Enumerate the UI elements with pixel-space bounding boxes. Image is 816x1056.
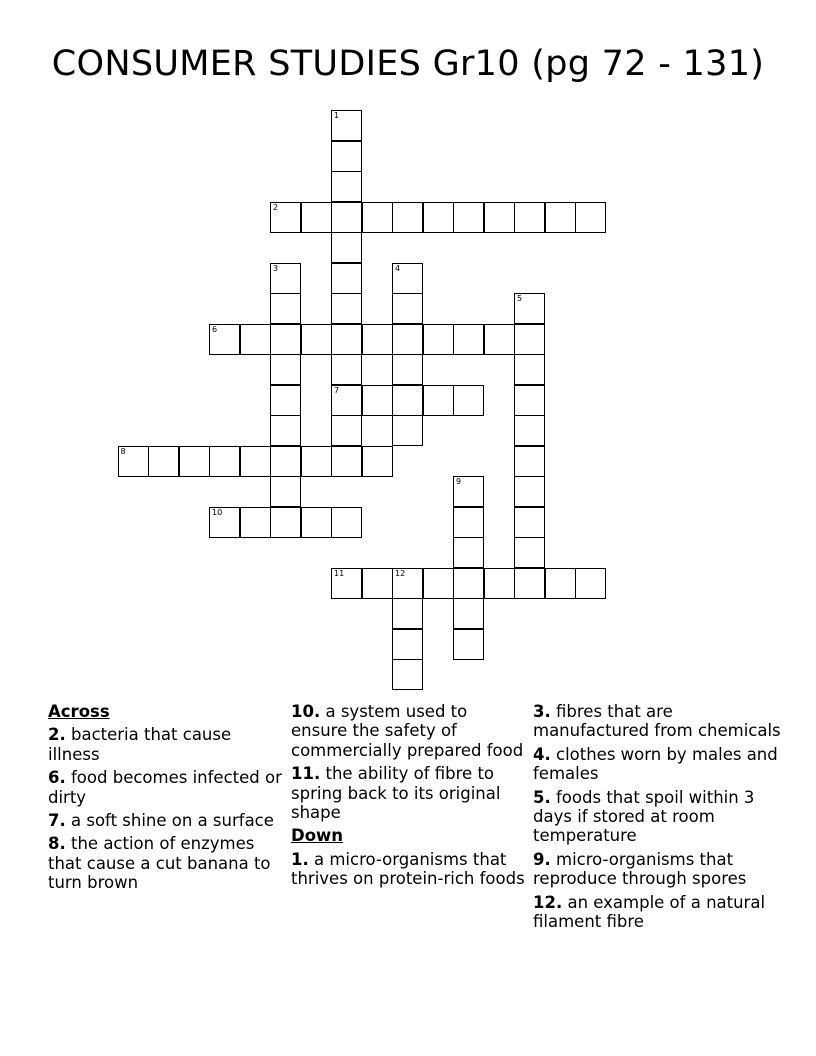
crossword-cell[interactable] — [240, 446, 271, 477]
clue-text: an example of a natural filament fibre — [533, 892, 766, 932]
crossword-cell[interactable] — [331, 232, 362, 263]
crossword-cell[interactable] — [514, 324, 545, 355]
clue-down-1 — [291, 850, 527, 889]
crossword-cell[interactable] — [514, 537, 545, 568]
crossword-cell[interactable] — [514, 385, 545, 416]
crossword-cell-7-start[interactable] — [331, 385, 362, 416]
clue-number: 3. — [533, 702, 551, 721]
clue-text: food becomes infected or dirty — [48, 768, 282, 807]
clue-number-label: 3 — [273, 263, 279, 273]
clue-across-6 — [48, 768, 284, 807]
crossword-cell[interactable] — [331, 446, 362, 477]
crossword-cell[interactable] — [514, 354, 545, 385]
clue-number-label: 6 — [212, 324, 218, 334]
clue-number-label: 7 — [334, 385, 340, 395]
crossword-cell-4-start[interactable] — [392, 263, 423, 294]
crossword-cell[interactable] — [423, 324, 454, 355]
crossword-cell-5-start[interactable] — [514, 293, 545, 324]
crossword-cell-9-start[interactable] — [453, 476, 484, 507]
crossword-cell[interactable] — [484, 324, 515, 355]
clue-text: foods that spoil within 3 days if stored at room temperature — [533, 787, 755, 846]
crossword-cell[interactable] — [301, 202, 332, 233]
clues-column-3 — [533, 702, 783, 935]
crossword-cell[interactable] — [423, 568, 454, 599]
crossword-cell[interactable] — [270, 446, 301, 477]
clues-column-1 — [48, 702, 284, 897]
crossword-cell[interactable] — [362, 202, 393, 233]
clue-number-label: 12 — [395, 568, 406, 578]
crossword-cell[interactable] — [423, 202, 454, 233]
clue-number: 2. — [48, 725, 66, 745]
clue-across-8 — [48, 834, 284, 892]
crossword-cell[interactable] — [179, 446, 210, 477]
crossword-cell[interactable] — [545, 568, 576, 599]
crossword-cell-12-start[interactable] — [392, 568, 423, 599]
crossword-cell[interactable] — [148, 446, 179, 477]
crossword-cell[interactable] — [301, 324, 332, 355]
clue-down-4 — [533, 745, 783, 784]
crossword-cell[interactable] — [301, 507, 332, 538]
clue-number: 6. — [48, 768, 66, 788]
crossword-cell[interactable] — [331, 415, 362, 446]
crossword-cell-11-start[interactable] — [331, 568, 362, 599]
crossword-cell[interactable] — [331, 141, 362, 172]
crossword-cell[interactable] — [362, 385, 393, 416]
crossword-cell[interactable] — [575, 568, 606, 599]
crossword-cell[interactable] — [362, 446, 393, 477]
clue-text: a micro-organisms that thrives on protein-rich foods — [291, 849, 525, 889]
clue-number: 4. — [533, 744, 551, 764]
crossword-cell[interactable] — [514, 202, 545, 233]
clue-number-label: 2 — [273, 202, 279, 212]
crossword-cell[interactable] — [270, 507, 301, 538]
crossword-cell[interactable] — [270, 385, 301, 416]
clue-number-label: 1 — [334, 111, 340, 120]
crossword-cell[interactable] — [392, 415, 423, 446]
clue-number: 12. — [533, 892, 563, 912]
clue-across-10 — [291, 702, 527, 760]
crossword-cell[interactable] — [514, 446, 545, 477]
crossword-cell[interactable] — [514, 476, 545, 507]
crossword-cell[interactable] — [331, 202, 362, 233]
clue-number-label: 9 — [456, 477, 462, 486]
clue-text: micro-organisms that reproduce through spores — [533, 849, 747, 889]
across-heading: Across — [48, 702, 110, 721]
crossword-cell[interactable] — [484, 568, 515, 599]
clue-number-label: 10 — [212, 507, 223, 517]
crossword-cell-10-start[interactable] — [209, 507, 240, 538]
crossword-cell[interactable] — [545, 202, 576, 233]
crossword-cell[interactable] — [392, 293, 423, 324]
clue-text: clothes worn by males and females — [533, 744, 778, 784]
crossword-cell[interactable] — [270, 415, 301, 446]
crossword-cell[interactable] — [453, 537, 484, 568]
crossword-cell[interactable] — [392, 385, 423, 416]
crossword-cell[interactable] — [392, 629, 423, 660]
crossword-cell[interactable] — [423, 385, 454, 416]
crossword-cell[interactable] — [270, 354, 301, 385]
clue-text: a system used to ensure the safety of commercially prepared food — [291, 702, 524, 760]
clue-number: 5. — [533, 787, 551, 807]
crossword-cell[interactable] — [270, 293, 301, 324]
clue-text: a soft shine on a surface — [71, 811, 274, 831]
clue-number: 7. — [48, 811, 66, 831]
crossword-cell[interactable] — [453, 568, 484, 599]
clue-across-2 — [48, 725, 284, 764]
crossword-cell[interactable] — [331, 354, 362, 385]
clue-number-label: 5 — [517, 294, 523, 303]
crossword-cell[interactable] — [453, 385, 484, 416]
clue-across-7 — [48, 811, 284, 830]
crossword-cell[interactable] — [362, 324, 393, 355]
crossword-cell[interactable] — [392, 202, 423, 233]
clue-number: 9. — [533, 849, 551, 869]
crossword-cell[interactable] — [331, 324, 362, 355]
crossword-cell[interactable] — [392, 598, 423, 629]
clue-across-11 — [291, 764, 527, 822]
crossword-cell[interactable] — [453, 598, 484, 629]
clue-number-label: 4 — [395, 263, 401, 273]
crossword-cell[interactable] — [453, 324, 484, 355]
clue-number: 1. — [291, 849, 309, 869]
crossword-cell[interactable] — [392, 324, 423, 355]
crossword-cell[interactable] — [514, 415, 545, 446]
clue-text: the ability of fibre to spring back to its original shape — [291, 764, 501, 823]
crossword-cell[interactable] — [392, 659, 423, 690]
clue-number: 10. — [291, 702, 321, 721]
crossword-cell[interactable] — [453, 507, 484, 538]
clue-number-label: 11 — [334, 568, 345, 578]
crossword-cell[interactable] — [453, 202, 484, 233]
crossword-cell[interactable] — [270, 324, 301, 355]
crossword-cell[interactable] — [209, 446, 240, 477]
crossword-cell[interactable] — [514, 568, 545, 599]
clue-down-3 — [533, 702, 783, 741]
clues-column-2 — [291, 702, 527, 893]
crossword-cell[interactable] — [270, 476, 301, 507]
crossword-cell-6-start[interactable] — [209, 324, 240, 355]
page-title: CONSUMER STUDIES Gr10 (pg 72 - 131) — [51, 44, 765, 84]
clue-down-12 — [533, 893, 783, 932]
clue-down-5 — [533, 788, 783, 846]
clue-down-9 — [533, 850, 783, 889]
clue-text: fibres that are manufactured from chemicals — [533, 702, 781, 741]
crossword-cell-1-start[interactable] — [331, 110, 362, 141]
crossword-cell-3-start[interactable] — [270, 263, 301, 294]
crossword-cell-2-start[interactable] — [270, 202, 301, 233]
crossword-cell[interactable] — [331, 507, 362, 538]
crossword-cell[interactable] — [362, 568, 393, 599]
crossword-cell[interactable] — [514, 507, 545, 538]
clue-number: 8. — [48, 834, 66, 854]
crossword-cell[interactable] — [331, 263, 362, 294]
clue-text: the action of enzymes that cause a cut banana to turn brown — [48, 834, 271, 893]
clue-number-label: 8 — [120, 446, 126, 456]
crossword-cell[interactable] — [392, 354, 423, 385]
crossword-cell[interactable] — [575, 202, 606, 233]
crossword-cell[interactable] — [240, 507, 271, 538]
clue-text: bacteria that cause illness — [48, 725, 232, 764]
crossword-cell[interactable] — [301, 446, 332, 477]
crossword-cell[interactable] — [331, 171, 362, 202]
clue-number: 11. — [291, 764, 321, 784]
crossword-cell[interactable] — [331, 293, 362, 324]
crossword-cell[interactable] — [453, 629, 484, 660]
down-heading: Down — [291, 826, 344, 846]
crossword-cell[interactable] — [484, 202, 515, 233]
crossword-cell[interactable] — [240, 324, 271, 355]
crossword-cell-8-start[interactable] — [118, 446, 149, 477]
